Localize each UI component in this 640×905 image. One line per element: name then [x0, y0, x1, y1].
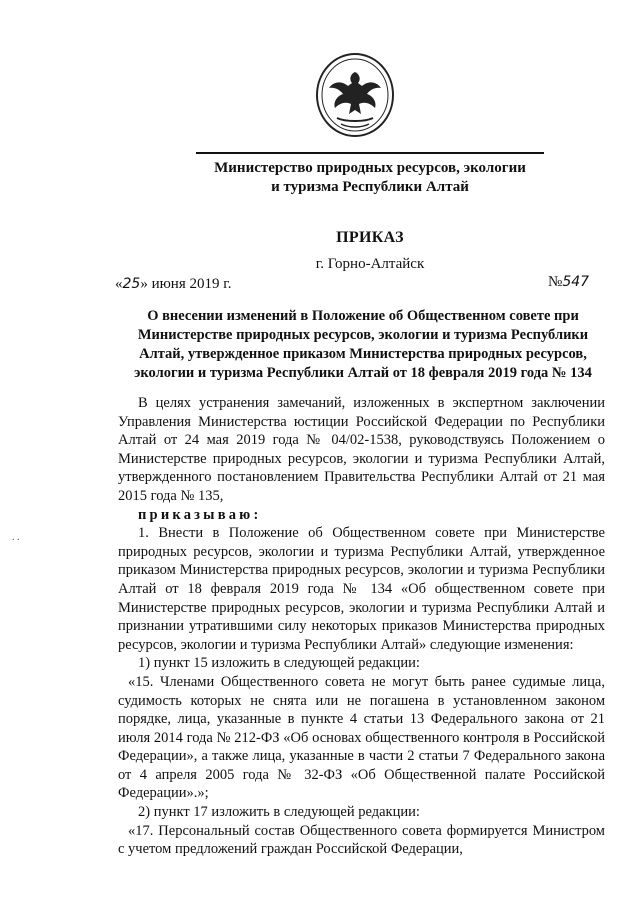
subject-line-3: Алтай, утвержденное приказом Министерства природных ресурсов, [139, 346, 587, 362]
order-number [548, 274, 589, 291]
paragraph-quote-15: «15. Членами Общественного совета не могут быть ранее судимые лица, судимость которых не снята или не погашена в установленном законом порядке, лица, указанные в пункте 4 статьи 13 Федерального закона от 21 июля 2014 года № 212-ФЗ «Об основах общественного контроля в Российской Федерации», а также лица, указанные в части 2 статьи 7 Федерального закона от 4 апреля 2005 года № 32-ФЗ «Об Общественной палате Российской Федерации».»; [118, 673, 605, 802]
date-rest: » июня 2019 г. [140, 276, 232, 292]
subject-line-1: О внесении изменений в Положение об Общественном совете при [147, 308, 579, 324]
date-quote-open: « [115, 276, 123, 292]
order-date [115, 276, 231, 293]
paragraph-subitem-2: 2) пункт 17 изложить в следующей редакции: [138, 804, 420, 821]
number-handwritten: 547 [562, 274, 590, 290]
margin-dots: . . [12, 532, 20, 543]
paragraph-intro: В целях устранения замечаний, изложенных в экспертном заключении Управления Министерства юстиции Российской Федерации по Республики Алтай от 24 мая 2019 года № 04/02-1538, руководствуясь Положением о Министерстве природных ресурсов, экологии и туризма Республики Алтай, утвержденного постановлением Правительства Республики Алтай от 21 мая 2015 года № 135, [118, 395, 605, 504]
order-subject [118, 307, 608, 383]
date-day-handwritten: 25 [122, 276, 141, 292]
ministry-name-line-1: Министерство природных ресурсов, экологии [214, 160, 526, 176]
order-city: г. Горно-Алтайск [315, 256, 425, 272]
order-body [118, 394, 605, 859]
header-divider [196, 152, 544, 154]
paragraph-order: приказываю: [138, 506, 262, 523]
subject-line-2: Министерстве природных ресурсов, экологии и туризма Республики [137, 327, 589, 343]
paragraph-subitem-1: 1) пункт 15 изложить в следующей редакции: [138, 655, 420, 672]
ministry-name-line-2: и туризма Республики Алтай [271, 179, 469, 195]
number-prefix: № [548, 274, 563, 290]
paragraph-item-1: 1. Внести в Положение об Общественном совете при Министерстве природных ресурсов, экологии и туризма Республики Алтай, утвержденное приказом Министерства природных ресурсов, экологии и туризма Республики Алтай от 18 февраля 2019 года № 134 «Об общественном совете при Министерстве природных ресурсов, экологии и туризма Республики Алтай и признании утратившими силу некоторых приказов Министерства природных ресурсов, экологии и туризма Республики Алтай» следующие изменения: [118, 525, 605, 653]
paragraph-quote-17: «17. Персональный состав Общественного совета формируется Министром с учетом предложений граждан Российской Федерации, [118, 822, 605, 858]
subject-line-4: экологии и туризма Республики Алтай от 18 февраля 2019 года № 134 [134, 365, 592, 381]
coat-of-arms-icon [315, 52, 395, 138]
order-heading: ПРИКАЗ [336, 229, 404, 246]
